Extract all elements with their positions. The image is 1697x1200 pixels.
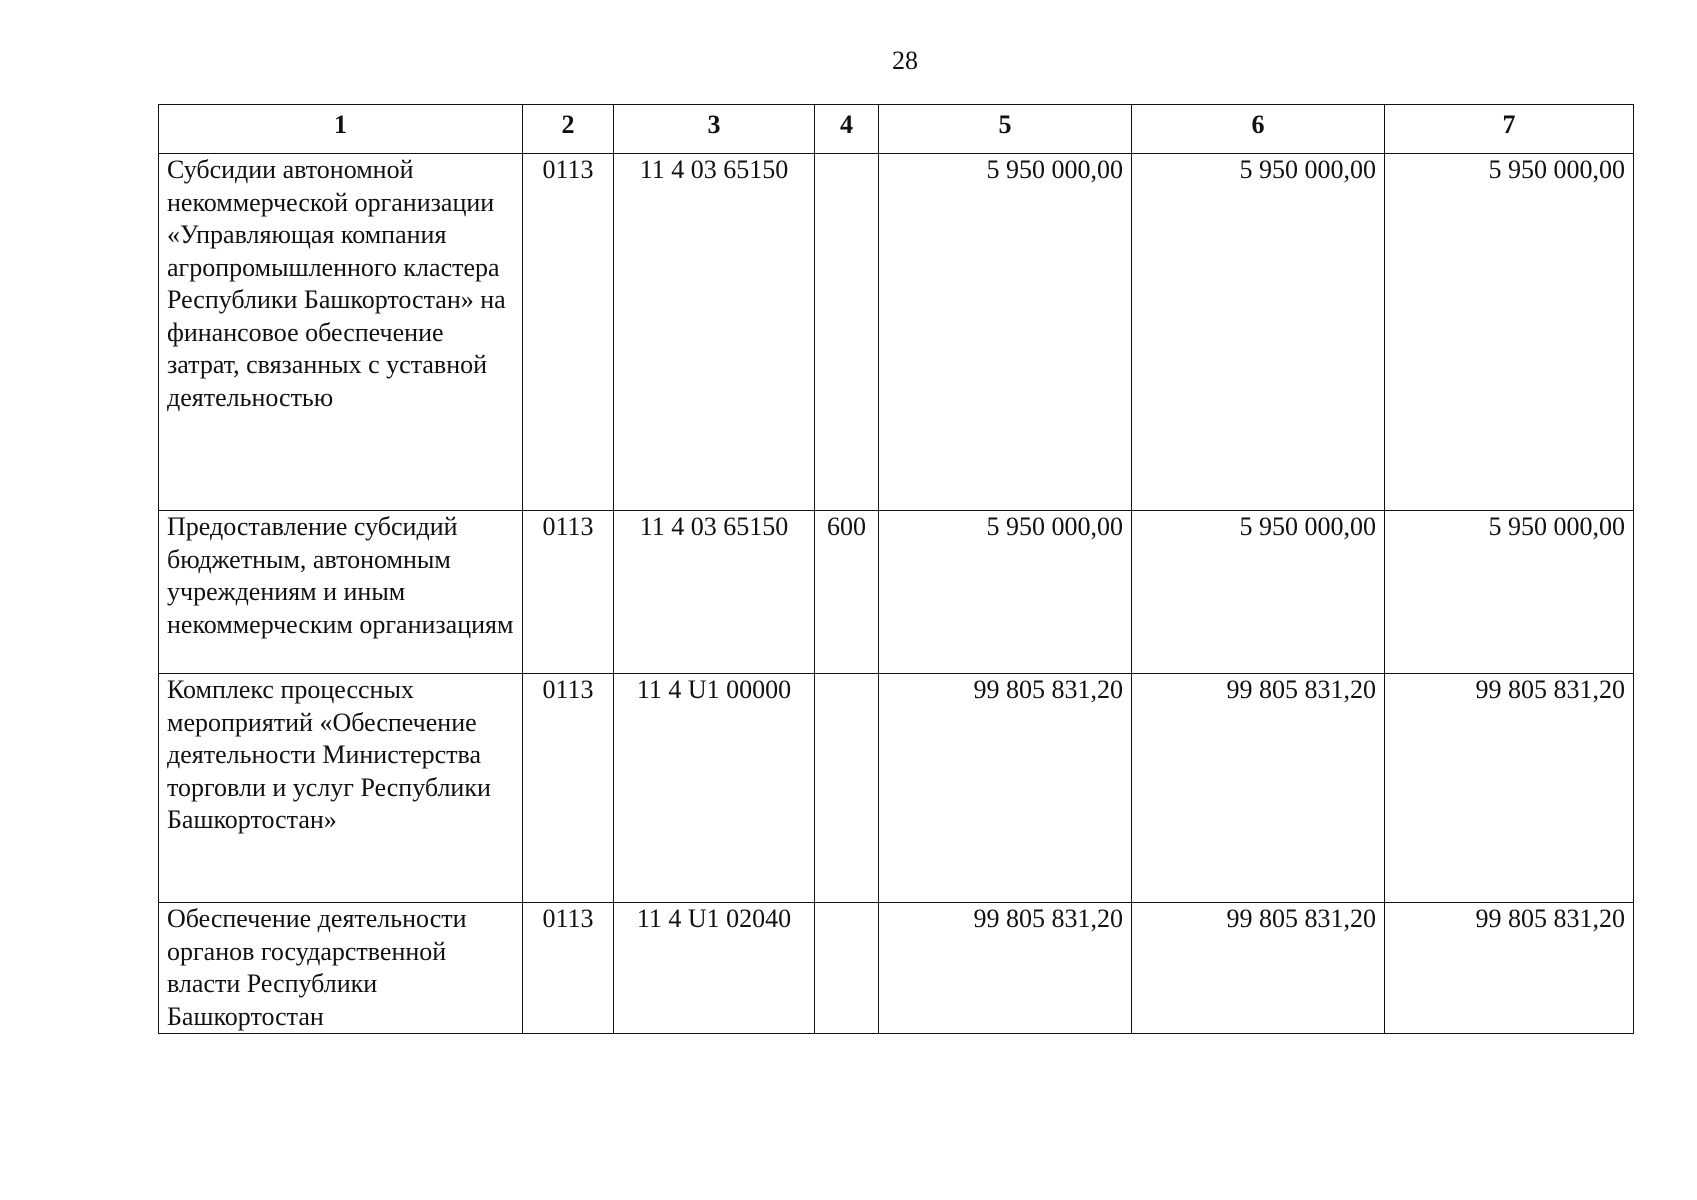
type-code bbox=[815, 674, 879, 903]
amount-col5: 99 805 831,20 bbox=[879, 674, 1132, 903]
amount-col5: 5 950 000,00 bbox=[879, 154, 1132, 511]
section-code: 0113 bbox=[523, 674, 614, 903]
amount-col6: 99 805 831,20 bbox=[1132, 674, 1385, 903]
row-name: Предоставление субсидий бюджетным, автономным учреждениям и иным некоммерческим организациям bbox=[159, 511, 523, 674]
amount-col5: 5 950 000,00 bbox=[879, 511, 1132, 674]
row-name: Обеспечение деятельности органов государственной власти Республики Башкортостан bbox=[159, 903, 523, 1034]
table-row bbox=[159, 511, 1634, 674]
table-row bbox=[159, 154, 1634, 511]
amount-col7: 99 805 831,20 bbox=[1385, 674, 1634, 903]
column-header: 2 bbox=[523, 105, 614, 154]
amount-col7: 99 805 831,20 bbox=[1385, 903, 1634, 1034]
table-header-row bbox=[159, 105, 1634, 154]
amount-col7: 5 950 000,00 bbox=[1385, 154, 1634, 511]
section-code: 0113 bbox=[523, 511, 614, 674]
amount-col7: 5 950 000,00 bbox=[1385, 511, 1634, 674]
section-code: 0113 bbox=[523, 154, 614, 511]
amount-col6: 5 950 000,00 bbox=[1132, 511, 1385, 674]
target-code: 11 4 03 65150 bbox=[614, 154, 815, 511]
table-row bbox=[159, 674, 1634, 903]
target-code: 11 4 03 65150 bbox=[614, 511, 815, 674]
amount-col6: 99 805 831,20 bbox=[1132, 903, 1385, 1034]
page-number: 28 bbox=[892, 46, 918, 75]
column-header: 6 bbox=[1132, 105, 1385, 154]
row-name: Комплекс процессных мероприятий «Обеспечение деятельности Министерства торговли и услуг Республики Башкортостан» bbox=[159, 674, 523, 903]
column-header: 7 bbox=[1385, 105, 1634, 154]
column-header: 1 bbox=[159, 105, 523, 154]
type-code bbox=[815, 903, 879, 1034]
column-header: 4 bbox=[815, 105, 879, 154]
amount-col6: 5 950 000,00 bbox=[1132, 154, 1385, 511]
type-code bbox=[815, 154, 879, 511]
amount-col5: 99 805 831,20 bbox=[879, 903, 1132, 1034]
type-code: 600 bbox=[815, 511, 879, 674]
budget-table bbox=[158, 104, 1634, 1034]
target-code: 11 4 U1 02040 bbox=[614, 903, 815, 1034]
target-code: 11 4 U1 00000 bbox=[614, 674, 815, 903]
table-row bbox=[159, 903, 1634, 1034]
column-header: 5 bbox=[879, 105, 1132, 154]
row-name: Субсидии автономной некоммерческой организации «Управляющая компания агропромышленного кластера Республики Башкортостан» на финансовое обеспечение затрат, связанных с уставной деятельностью bbox=[159, 154, 523, 511]
section-code: 0113 bbox=[523, 903, 614, 1034]
column-header: 3 bbox=[614, 105, 815, 154]
